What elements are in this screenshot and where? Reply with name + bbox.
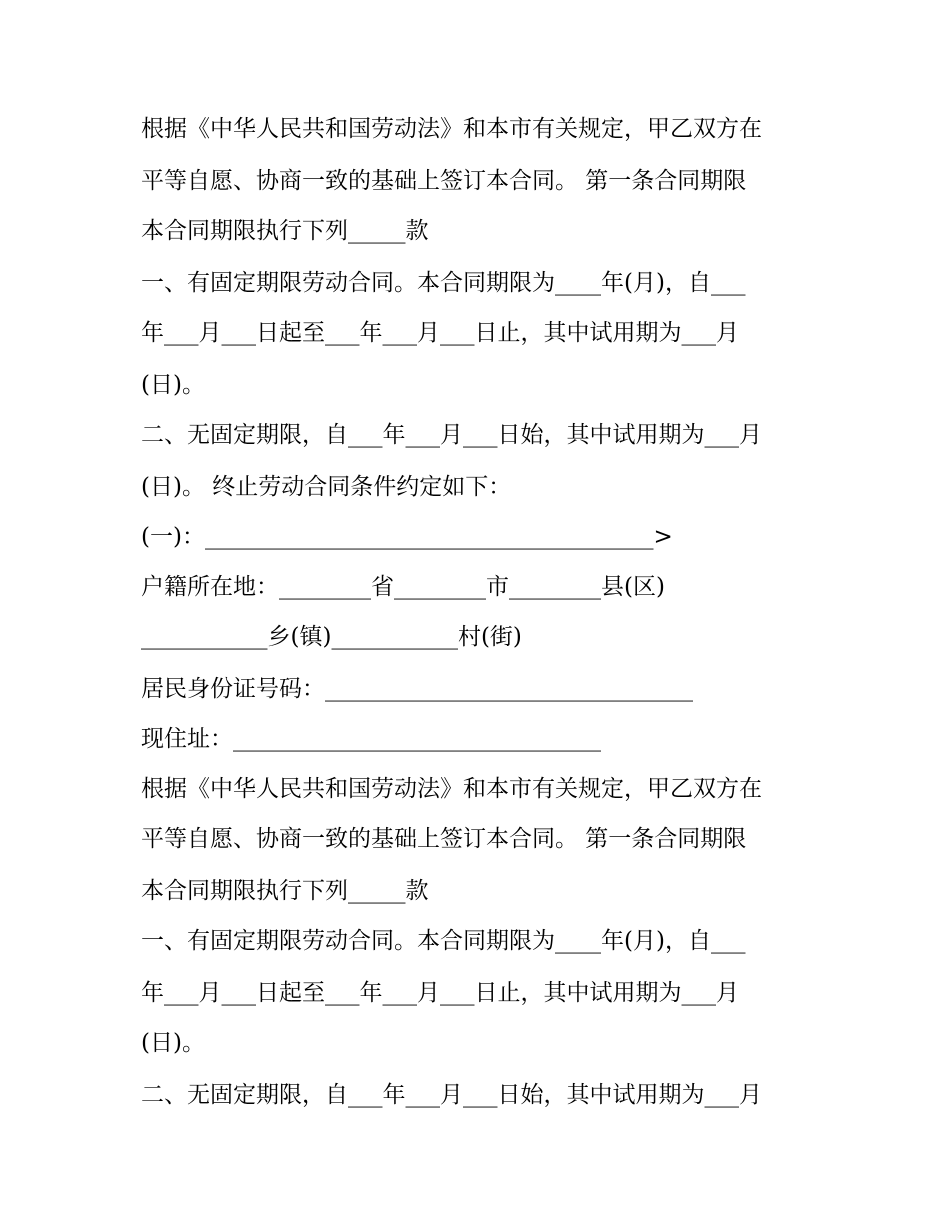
paragraph-line: 二、无固定期限，自___年___月___日始，其中试用期为___月 xyxy=(141,422,762,448)
paragraph-line: (日)。 xyxy=(141,372,205,398)
paragraph-line: 二、无固定期限，自___年___月___日始，其中试用期为___月 xyxy=(141,1082,762,1108)
paragraph-line: 户籍所在地：________省________市________县(区) xyxy=(141,574,665,600)
paragraph-line: ___________乡(镇)___________村(街) xyxy=(141,624,522,650)
paragraph-line: 根据《中华人民共和国劳动法》和本市有关规定，甲乙双方在 xyxy=(141,776,762,802)
paragraph-line: 年___月___日起至___年___月___日止，其中试用期为___月 xyxy=(141,320,739,346)
paragraph-line: 平等自愿、协商一致的基础上签订本合同。 第一条合同期限 xyxy=(141,826,747,852)
paragraph-line: 本合同期限执行下列_____款 xyxy=(141,218,429,244)
paragraph-line: 年___月___日起至___年___月___日止，其中试用期为___月 xyxy=(141,980,739,1006)
paragraph-line: (日)。 终止劳动合同条件约定如下： xyxy=(141,474,512,500)
paragraph-line: (日)。 xyxy=(141,1030,205,1056)
paragraph-line: 一、有固定期限劳动合同。本合同期限为____年(月)，自___ xyxy=(141,928,746,954)
paragraph-line: (一)：_______________________________________> xyxy=(141,524,673,550)
paragraph-line: 现住址：________________________________ xyxy=(141,726,601,752)
paragraph-line: 根据《中华人民共和国劳动法》和本市有关规定，甲乙双方在 xyxy=(141,116,762,142)
paragraph-line: 一、有固定期限劳动合同。本合同期限为____年(月)，自___ xyxy=(141,270,746,296)
paragraph-line: 本合同期限执行下列_____款 xyxy=(141,878,429,904)
paragraph-line: 居民身份证号码：________________________________ xyxy=(141,676,693,702)
paragraph-line: 平等自愿、协商一致的基础上签订本合同。 第一条合同期限 xyxy=(141,168,747,194)
